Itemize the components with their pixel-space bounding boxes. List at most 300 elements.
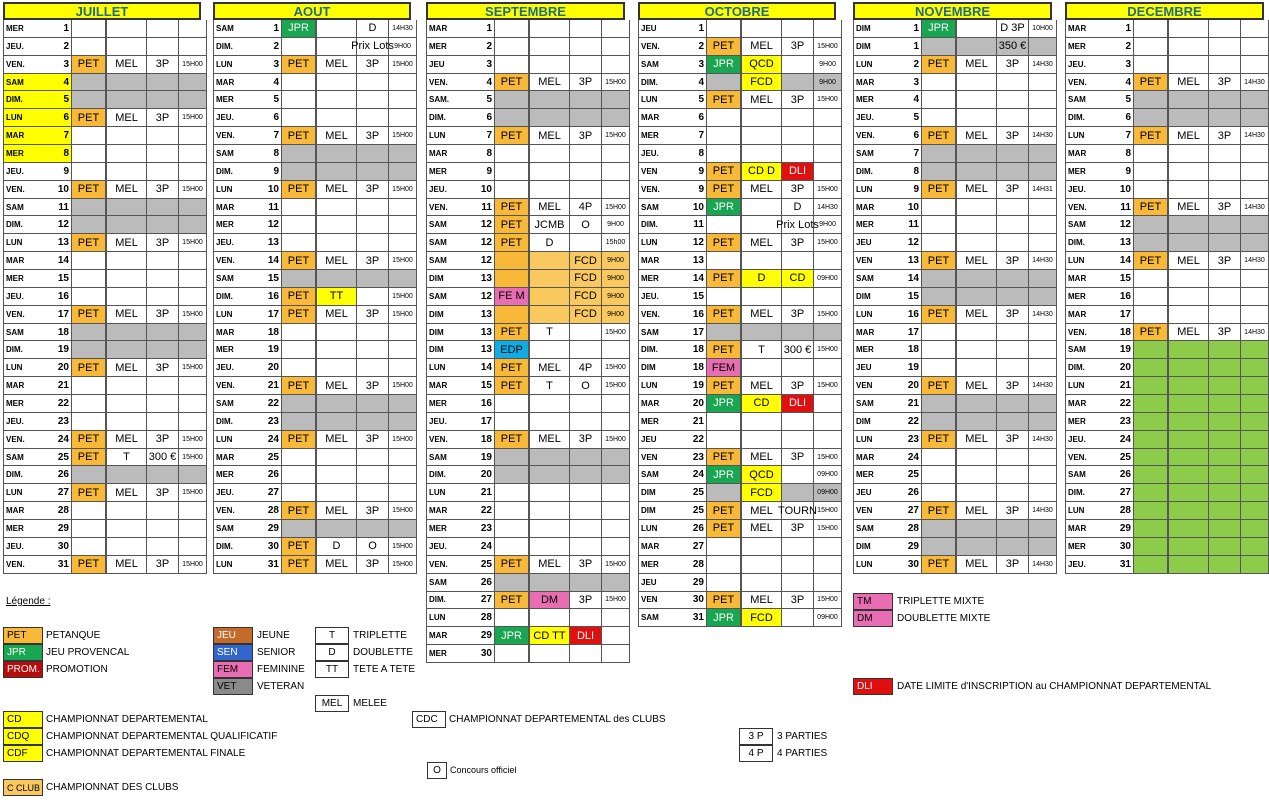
time-cell: [602, 627, 630, 645]
day-label: [639, 359, 707, 377]
day-number: 18: [907, 344, 919, 356]
day-label: [4, 395, 72, 413]
day-label: [427, 359, 495, 377]
weekday: MAR: [216, 327, 235, 337]
legend-label-jeu: JEUNE: [257, 630, 290, 641]
event-cell: 3P: [997, 56, 1029, 74]
event-cell: [107, 413, 147, 431]
time-cell: [179, 91, 207, 109]
day-number: 15: [692, 290, 704, 302]
category-cell: [707, 574, 741, 592]
event-cell: CD: [742, 395, 782, 413]
event-cell: [530, 181, 570, 199]
event-cell: [530, 466, 570, 484]
event-cell: 3P: [782, 181, 814, 199]
category-cell: [922, 288, 956, 306]
event-cell: [1169, 56, 1209, 74]
time-cell: [814, 288, 842, 306]
event-cell: MEL: [317, 556, 357, 574]
day-label: [639, 38, 707, 56]
event-cell: [1169, 466, 1209, 484]
time-cell: 14H31: [1029, 181, 1057, 199]
day-label: [214, 20, 282, 38]
category-cell: PET: [707, 234, 741, 252]
day-label: [214, 145, 282, 163]
weekday: VEN.: [1068, 202, 1087, 212]
category-cell: [282, 359, 316, 377]
weekday: DIM.: [216, 41, 233, 51]
day-label: [854, 288, 922, 306]
weekday: LUN: [216, 309, 233, 319]
weekday: MER: [1068, 41, 1086, 51]
weekday: MAR: [1068, 523, 1087, 533]
category-cell: PET: [495, 359, 529, 377]
day-label: [1066, 270, 1134, 288]
day-label: [854, 252, 922, 270]
event-cell: [742, 109, 782, 127]
event-cell: 3P: [782, 38, 814, 56]
event-cell: [1209, 449, 1241, 467]
day-label: [214, 163, 282, 181]
day-label: [1066, 38, 1134, 56]
time-cell: [814, 431, 842, 449]
category-cell: [72, 38, 106, 56]
legend-code-pet: PET: [3, 627, 43, 644]
day-number: 7: [913, 147, 919, 159]
time-cell: 14H30: [1029, 252, 1057, 270]
weekday: SAM: [856, 523, 874, 533]
event-cell: [107, 145, 147, 163]
weekday: DIM.: [1068, 238, 1085, 248]
time-cell: [389, 145, 417, 163]
weekday: MAR: [429, 23, 448, 33]
day-number: 17: [57, 308, 69, 320]
time-cell: 14H30: [1029, 431, 1057, 449]
category-cell: [1134, 306, 1168, 324]
category-cell: [495, 395, 529, 413]
event-cell: CD D: [742, 163, 782, 181]
day-label: [4, 377, 72, 395]
event-cell: [957, 216, 997, 234]
category-cell: [1134, 288, 1168, 306]
time-cell: [1241, 145, 1269, 163]
time-cell: [389, 74, 417, 92]
category-cell: [495, 20, 529, 38]
day-number: 29: [480, 630, 492, 642]
category-cell: PET: [707, 341, 741, 359]
month-title: AOUT: [213, 2, 411, 20]
event-cell: [107, 341, 147, 359]
event-cell: [742, 288, 782, 306]
event-cell: [357, 74, 389, 92]
time-cell: [1241, 395, 1269, 413]
event-cell: [570, 38, 602, 56]
event-cell: [107, 270, 147, 288]
time-cell: [602, 609, 630, 627]
day-number: 29: [267, 522, 279, 534]
event-cell: 3P: [357, 431, 389, 449]
time-cell: [1241, 20, 1269, 38]
event-cell: O: [570, 216, 602, 234]
weekday: VEN.: [1068, 327, 1087, 337]
day-number: 28: [907, 522, 919, 534]
time-cell: [814, 413, 842, 431]
day-label: [214, 502, 282, 520]
category-cell: [282, 145, 316, 163]
day-number: 24: [267, 433, 279, 445]
event-cell: [742, 127, 782, 145]
weekday: DIM.: [6, 220, 23, 230]
category-cell: PET: [72, 306, 106, 324]
day-number: 11: [693, 219, 704, 231]
day-label: [854, 216, 922, 234]
day-label: [639, 234, 707, 252]
category-cell: PET: [707, 449, 741, 467]
event-cell: MEL: [957, 127, 997, 145]
category-cell: PET: [922, 556, 956, 574]
time-cell: [179, 252, 207, 270]
event-cell: [1209, 431, 1241, 449]
day-number: 10: [57, 183, 69, 195]
time-cell: [1241, 181, 1269, 199]
weekday: SAM: [6, 327, 24, 337]
event-cell: 3P: [147, 556, 179, 574]
day-label: [427, 520, 495, 538]
time-cell: 14H30: [389, 20, 417, 38]
weekday: DIM.: [6, 345, 23, 355]
day-label: [1066, 163, 1134, 181]
day-number: 20: [907, 380, 919, 392]
event-cell: [1209, 109, 1241, 127]
category-cell: [282, 91, 316, 109]
event-cell: MEL: [317, 127, 357, 145]
category-cell: PET: [282, 502, 316, 520]
time-cell: [1029, 216, 1057, 234]
time-cell: 15H00: [389, 431, 417, 449]
event-cell: [107, 502, 147, 520]
time-cell: 15H00: [179, 359, 207, 377]
weekday: VEN: [856, 256, 873, 266]
event-cell: 3P: [147, 109, 179, 127]
day-label: [854, 74, 922, 92]
event-cell: [357, 91, 389, 109]
category-cell: [1134, 449, 1168, 467]
weekday: SAM: [6, 452, 24, 462]
event-cell: [570, 341, 602, 359]
weekday: MER: [1068, 416, 1086, 426]
category-cell: [282, 199, 316, 217]
weekday: MER: [6, 23, 24, 33]
time-cell: 15H00: [814, 306, 842, 324]
day-number: 12: [267, 219, 279, 231]
day-label: [639, 270, 707, 288]
event-cell: [1209, 520, 1241, 538]
event-cell: T: [530, 324, 570, 342]
weekday: LUN: [641, 95, 658, 105]
weekday: MAR: [6, 506, 25, 516]
time-cell: [179, 538, 207, 556]
category-cell: [922, 91, 956, 109]
category-cell: PET: [495, 74, 529, 92]
day-number: 7: [273, 130, 279, 142]
category-cell: [1134, 20, 1168, 38]
event-cell: [530, 538, 570, 556]
time-cell: [814, 163, 842, 181]
event-cell: MEL: [107, 556, 147, 574]
day-number: 4: [273, 76, 279, 88]
event-cell: [147, 341, 179, 359]
weekday: SAM: [216, 523, 234, 533]
day-number: 2: [698, 40, 704, 52]
event-cell: [742, 20, 782, 38]
weekday: MAR: [6, 381, 25, 391]
event-cell: [957, 145, 997, 163]
day-label: [4, 270, 72, 288]
time-cell: 15H00: [602, 127, 630, 145]
day-number: 14: [267, 255, 279, 267]
time-cell: [1029, 413, 1057, 431]
day-label: [214, 74, 282, 92]
day-label: [639, 74, 707, 92]
category-cell: [495, 270, 529, 288]
weekday: MAR: [1068, 148, 1087, 158]
weekday: MAR: [216, 202, 235, 212]
event-cell: [357, 270, 389, 288]
day-number: 31: [692, 612, 704, 624]
event-cell: [782, 484, 814, 502]
day-label: [427, 288, 495, 306]
time-cell: [814, 538, 842, 556]
category-cell: [72, 377, 106, 395]
event-cell: [530, 449, 570, 467]
time-cell: 15H00: [179, 181, 207, 199]
day-label: [427, 627, 495, 645]
day-label: [1066, 145, 1134, 163]
day-number: 25: [692, 487, 704, 499]
event-cell: [1169, 288, 1209, 306]
day-number: 14: [57, 255, 69, 267]
day-number: 15: [57, 272, 69, 284]
event-cell: [357, 484, 389, 502]
weekday: VEN.: [641, 41, 660, 51]
category-cell: PET: [282, 431, 316, 449]
weekday: LUN: [641, 381, 658, 391]
event-cell: MEL: [1169, 127, 1209, 145]
legend-label-4p: 4 PARTIES: [777, 748, 828, 759]
category-cell: [707, 20, 741, 38]
day-number: 9: [273, 165, 279, 177]
day-number: 15: [480, 380, 492, 392]
day-label: [639, 145, 707, 163]
day-label: [1066, 395, 1134, 413]
day-number: 22: [907, 415, 919, 427]
weekday: DIM: [856, 23, 871, 33]
day-label: [854, 91, 922, 109]
weekday: JEU.: [641, 148, 659, 158]
day-number: 1: [698, 22, 704, 34]
time-cell: [1241, 288, 1269, 306]
event-cell: [570, 449, 602, 467]
day-label: [214, 413, 282, 431]
day-number: 23: [907, 433, 919, 445]
event-cell: 3P: [357, 377, 389, 395]
day-label: [854, 199, 922, 217]
day-number: 19: [267, 344, 279, 356]
time-cell: 15H00: [179, 306, 207, 324]
day-label: [214, 181, 282, 199]
time-cell: [1241, 556, 1269, 574]
weekday: LUN: [6, 488, 23, 498]
weekday: MER: [429, 649, 447, 658]
weekday: VEN: [641, 166, 658, 176]
event-cell: [317, 20, 357, 38]
event-cell: [357, 449, 389, 467]
event-cell: [1169, 181, 1209, 199]
day-number: 18: [692, 344, 704, 356]
event-cell: [782, 56, 814, 74]
weekday: MER: [6, 523, 24, 533]
category-cell: JPR: [707, 199, 741, 217]
event-cell: MEL: [107, 484, 147, 502]
day-number: 31: [267, 558, 279, 570]
event-cell: 3P: [357, 252, 389, 270]
month-septembre: [426, 2, 625, 663]
weekday: JEU: [856, 488, 872, 498]
day-label: [214, 199, 282, 217]
category-cell: EDP: [495, 341, 529, 359]
day-number: 3: [486, 58, 492, 70]
category-cell: [282, 395, 316, 413]
event-cell: [1169, 38, 1209, 56]
time-cell: [1241, 91, 1269, 109]
category-cell: [1134, 91, 1168, 109]
event-cell: [1169, 538, 1209, 556]
event-cell: 3P: [357, 127, 389, 145]
category-cell: [1134, 556, 1168, 574]
day-label: [854, 181, 922, 199]
day-number: 2: [63, 40, 69, 52]
day-label: [1066, 288, 1134, 306]
time-cell: 15H00: [814, 234, 842, 252]
category-cell: [1134, 413, 1168, 431]
day-label: [214, 127, 282, 145]
day-label: [1066, 341, 1134, 359]
category-cell: PET: [495, 216, 529, 234]
weekday: SAM: [1068, 345, 1086, 355]
category-cell: PET: [72, 181, 106, 199]
event-cell: [530, 341, 570, 359]
day-label: [427, 484, 495, 502]
legend-label-fem: FEMININE: [257, 664, 305, 675]
category-cell: JPR: [495, 627, 529, 645]
day-label: [4, 466, 72, 484]
day-label: [214, 306, 282, 324]
day-label: [1066, 466, 1134, 484]
day-number: 5: [1125, 94, 1131, 106]
weekday: MAR: [429, 631, 448, 641]
weekday: VEN.: [216, 506, 235, 516]
day-label: [639, 324, 707, 342]
category-cell: [707, 556, 741, 574]
event-cell: [570, 91, 602, 109]
category-cell: FE M: [495, 288, 529, 306]
legend-code-cdc: CDC: [412, 711, 446, 728]
event-cell: [957, 413, 997, 431]
weekday: JEU.: [6, 541, 24, 551]
weekday: VEN.: [6, 309, 25, 319]
time-cell: 9H00: [602, 252, 630, 270]
event-cell: [357, 145, 389, 163]
day-label: [4, 109, 72, 127]
day-label: [427, 252, 495, 270]
time-cell: [1029, 234, 1057, 252]
day-number: 9: [63, 165, 69, 177]
category-cell: PET: [72, 484, 106, 502]
day-label: [4, 252, 72, 270]
category-cell: PET: [1134, 324, 1168, 342]
category-cell: [495, 163, 529, 181]
weekday: SAM: [641, 59, 659, 69]
time-cell: [602, 449, 630, 467]
event-cell: FCD: [570, 270, 602, 288]
day-label: [854, 38, 922, 56]
event-cell: [1209, 413, 1241, 431]
day-label: [4, 234, 72, 252]
category-cell: [922, 163, 956, 181]
category-cell: PET: [1134, 74, 1168, 92]
weekday: JEU.: [429, 416, 447, 426]
day-label: [427, 127, 495, 145]
category-cell: [1134, 270, 1168, 288]
event-cell: FCD: [742, 484, 782, 502]
day-number: 29: [1119, 522, 1131, 534]
category-cell: PET: [922, 56, 956, 74]
legend-label-vet: VETERAN: [257, 681, 305, 692]
category-cell: [495, 56, 529, 74]
category-cell: [282, 484, 316, 502]
weekday: JEU.: [216, 238, 234, 248]
day-label: [214, 484, 282, 502]
category-cell: [282, 341, 316, 359]
time-cell: [1241, 163, 1269, 181]
time-cell: 9H00: [389, 38, 417, 56]
day-label: [1066, 199, 1134, 217]
day-number: 16: [692, 308, 704, 320]
category-cell: [72, 199, 106, 217]
category-cell: PET: [282, 306, 316, 324]
legend-label-jpr: JEU PROVENCAL: [46, 647, 130, 658]
legend-code-sen: SEN: [213, 644, 253, 661]
day-number: 8: [273, 147, 279, 159]
category-cell: [495, 109, 529, 127]
time-cell: 15H00: [389, 377, 417, 395]
time-cell: [389, 466, 417, 484]
time-cell: [179, 163, 207, 181]
day-number: 29: [57, 522, 69, 534]
day-label: [639, 395, 707, 413]
day-label: [1066, 502, 1134, 520]
event-cell: [782, 413, 814, 431]
day-label: [214, 520, 282, 538]
category-cell: PET: [495, 556, 529, 574]
weekday: DIM.: [429, 113, 446, 123]
category-cell: PET: [1134, 252, 1168, 270]
time-cell: 15H00: [389, 502, 417, 520]
day-number: 12: [480, 255, 492, 267]
day-number: 28: [480, 612, 492, 624]
event-cell: [742, 431, 782, 449]
event-cell: MEL: [742, 502, 782, 520]
